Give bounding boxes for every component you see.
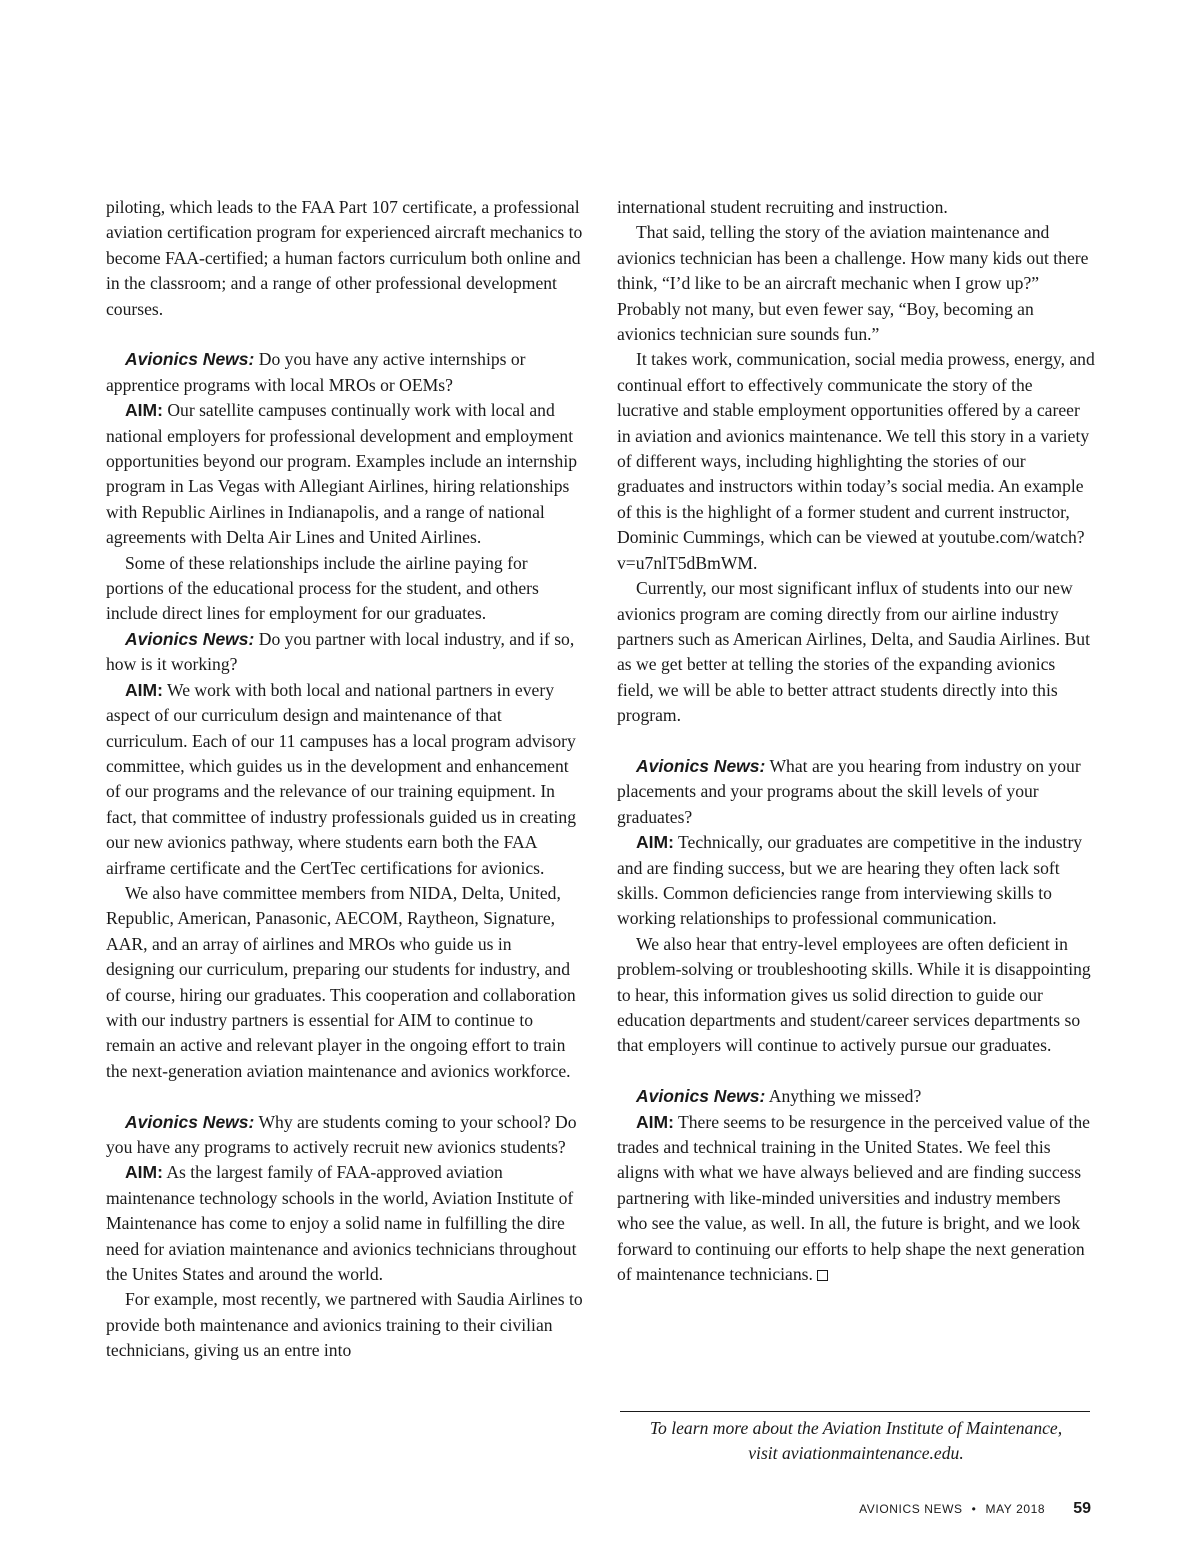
question-paragraph bbox=[617, 1084, 1095, 1109]
left-column bbox=[106, 195, 584, 1364]
aim-label: AIM: bbox=[636, 1111, 674, 1132]
question-text: Do you partner with local industry, and if so, how is it working? bbox=[106, 628, 575, 675]
aim-label: AIM: bbox=[636, 832, 674, 853]
question-paragraph bbox=[106, 627, 584, 678]
paragraph: For example, most recently, we partnered with Saudia Airlines to provide both maintenance and avionics training to their civilian technicians, giving us an entre into bbox=[106, 1289, 583, 1361]
question-text: Do you have any active internships or apprentice programs with local MROs or OEMs? bbox=[106, 349, 526, 395]
answer-text: We work with both local and national partners in every aspect of our curriculum design and maintenance of that curriculum. Each of our 11 campuses has a local program advisory committee, which guides us in the development and enhancement of our programs and the relevance of our training equipment. In fact, that committee of industry professionals guided us in creating our new avionics pathway, where students earn both the FAA airframe certificate and the CertTec certifications for avionics. bbox=[106, 679, 577, 878]
aim-label: AIM: bbox=[125, 400, 163, 421]
page-number: 59 bbox=[1073, 1500, 1091, 1517]
paragraph: It takes work, communication, social media prowess, energy, and continual effort to effectively communicate the story of the lucrative and stable employment opportunities offered by a career in aviation and avionics maintenance. We tell this story in a variety of different ways, including highlighting the stories of our graduates and instructors within today’s social media. An example of this is the highlight of a former student and current instructor, Dominic Cummings, which can be viewed at youtube.com/watch?v=u7nlT5dBmWM. bbox=[617, 349, 1095, 573]
question-paragraph bbox=[106, 1110, 584, 1161]
note-line: To learn more about the Aviation Institute of Maintenance, bbox=[649, 1418, 1063, 1438]
issue-date: MAY 2018 bbox=[985, 1502, 1046, 1516]
answer-text: There seems to be resurgence in the perceived value of the trades and technical training in the United States. We feel this aligns with what we have always believed and are finding success partnering with like-minded universities and industry members who see the value, as well. In all, the future is bright, and we look forward to continuing our efforts to help shape the next generation of maintenance technicians. bbox=[617, 1111, 1090, 1285]
bullet-separator: • bbox=[971, 1502, 977, 1516]
avionics-news-label: Avionics News: bbox=[125, 349, 255, 370]
right-column bbox=[617, 195, 1095, 1287]
spacer bbox=[106, 322, 584, 347]
answer-text: Technically, our graduates are competitive in the industry and are finding success, but we are hearing they often lack soft skills. Common deficiencies range from interviewing skills to working relationships to professional communication. bbox=[617, 832, 1083, 929]
paragraph: piloting, which leads to the FAA Part 107 certificate, a professional aviation certification program for experienced aircraft mechanics to become FAA-certified; a human factors curriculum both online and in the classroom; and a range of other professional development courses. bbox=[106, 197, 583, 319]
spacer bbox=[617, 1059, 1095, 1084]
aim-label: AIM: bbox=[125, 1162, 163, 1183]
question-text: What are you hearing from industry on your placements and your programs about the skill levels of your graduates? bbox=[617, 755, 1081, 827]
answer-paragraph bbox=[106, 1160, 584, 1287]
spacer bbox=[617, 729, 1095, 754]
spacer bbox=[106, 1084, 584, 1109]
note-line: visit aviationmaintenance.edu. bbox=[748, 1443, 964, 1464]
answer-paragraph bbox=[106, 398, 584, 550]
divider bbox=[620, 1411, 1090, 1412]
question-paragraph bbox=[617, 754, 1095, 830]
question-paragraph bbox=[106, 347, 584, 398]
paragraph: That said, telling the story of the aviation maintenance and avionics technician has been a challenge. How many kids out there think, “I’d like to be an aircraft mechanic when I grow up?” Probably not many, but even fewer say, “Boy, becoming an avionics technician sure sounds fun.” bbox=[617, 222, 1089, 345]
avionics-news-label: Avionics News: bbox=[636, 1086, 766, 1107]
page-footer bbox=[859, 1500, 1091, 1518]
paragraph: Some of these relationships include the airline paying for portions of the educational process for the student, and others include direct lines for employment for our graduates. bbox=[106, 552, 539, 624]
answer-text: As the largest family of FAA-approved aviation maintenance technology schools in the world, Aviation Institute of Maintenance has come to enjoy a solid name in fulfilling the dire need for aviation maintenance and avionics technicians throughout the Unites States and around the world. bbox=[106, 1162, 577, 1285]
avionics-news-label: Avionics News: bbox=[636, 755, 766, 776]
avionics-news-label: Avionics News: bbox=[125, 1111, 255, 1132]
paragraph: We also hear that entry-level employees are often deficient in problem-solving or troubleshooting skills. While it is disappointing to hear, this information gives us solid direction to guide our education departments and student/career services departments so that employers will continue to actively pursue our graduates. bbox=[617, 933, 1091, 1056]
closing-note bbox=[617, 1416, 1095, 1467]
question-text: Why are students coming to your school? Do you have any programs to actively recruit new avionics students? bbox=[106, 1111, 577, 1157]
answer-text: Our satellite campuses continually work with local and national employers for professional development and employment opportunities beyond our program. Examples include an internship program in Las Vegas with Allegiant Airlines, hiring relationships with Republic Airlines in Indianapolis, and a range of national agreements with Delta Air Lines and United Airlines. bbox=[106, 400, 578, 548]
publication-name: AVIONICS NEWS bbox=[859, 1502, 963, 1516]
question-text: Anything we missed? bbox=[768, 1086, 922, 1107]
avionics-news-label: Avionics News: bbox=[125, 628, 255, 649]
end-mark-icon bbox=[817, 1270, 828, 1281]
aim-label: AIM: bbox=[125, 679, 163, 700]
answer-paragraph bbox=[617, 830, 1095, 932]
paragraph: We also have committee members from NIDA, Delta, United, Republic, American, Panasonic, AECOM, Raytheon, Signature, AAR, and an array of airlines and MROs who guide us in designing our curriculum, preparing our students for industry, and of course, hiring our graduates. This cooperation and collaboration with our industry partners is essential for AIM to continue to remain an active and relevant player in the ongoing effort to train the next-generation aviation maintenance and avionics workforce. bbox=[106, 882, 576, 1081]
paragraph: international student recruiting and instruction. bbox=[617, 197, 948, 217]
answer-paragraph bbox=[106, 678, 584, 881]
paragraph: Currently, our most significant influx of students into our new avionics program are coming directly from our airline industry partners such as American Airlines, Delta, and Saudia Airlines. But as we get better at telling the stories of the expanding avionics field, we will be able to better attract students directly into this program. bbox=[617, 578, 1090, 726]
answer-paragraph bbox=[617, 1110, 1095, 1288]
